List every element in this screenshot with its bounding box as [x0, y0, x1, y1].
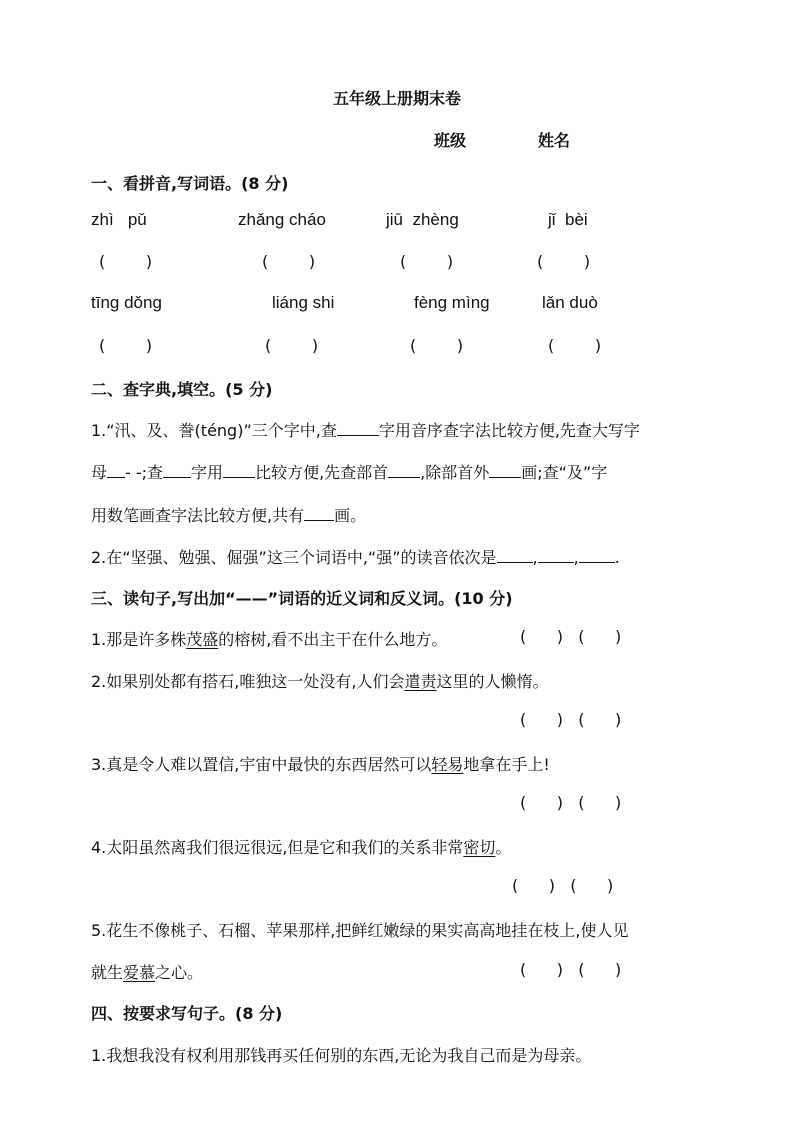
- underlined-word: 密切: [463, 838, 496, 857]
- answer-pair[interactable]: ( ) ( ): [520, 710, 622, 729]
- section4-heading: 四、按要求写句子。(8 分): [91, 1004, 283, 1023]
- fill-blank[interactable]: [337, 421, 379, 436]
- section1-heading: 一、看拼音,写词语。(8 分): [91, 174, 289, 193]
- answer-paren[interactable]: ( ): [548, 336, 602, 355]
- comma: ,: [532, 548, 538, 567]
- answer-paren[interactable]: ( ): [99, 336, 153, 355]
- s3-sentence5-line1: 5.花生不像桃子、石榴、苹果那样,把鲜红嫩绿的果实高高地挂在枝上,使人见: [91, 921, 629, 940]
- s3-sentence5-line2: [91, 960, 203, 983]
- s3-sentence4: [91, 835, 511, 858]
- fill-blank[interactable]: [388, 463, 420, 478]
- s2-q1-text: 画。: [334, 506, 367, 525]
- underlined-word: 茂盛: [186, 630, 219, 649]
- s2-q1-text: 母: [91, 463, 108, 482]
- s2-q1-line3: [91, 503, 366, 526]
- pinyin-tingdong: tīng dǒng: [91, 293, 162, 312]
- s2-q1-text: ,除部首外: [420, 463, 490, 482]
- s3-sentence2: [91, 669, 548, 692]
- answer-pair[interactable]: ( ) ( ): [520, 960, 622, 979]
- sentence-text: 1.那是许多株: [91, 630, 187, 649]
- s2-q2-text: 2.在“坚强、勉强、倔强”这三个词语中,“强”的读音依次是: [91, 548, 497, 567]
- pinyin-zhipu: zhì pǔ: [91, 210, 147, 229]
- s2-q1-text: 1.“汛、及、誊(téng)”三个字中,查: [91, 421, 337, 440]
- sentence-text: 就生: [91, 963, 124, 982]
- answer-paren[interactable]: ( ): [537, 252, 591, 271]
- s2-q1-text: 用数笔画查字法比较方便,共有: [91, 506, 305, 525]
- sentence-text: 3.真是令人难以置信,宇宙中最快的东西居然可以: [91, 755, 432, 774]
- s2-q1-text: 比较方便,先查部首: [255, 463, 389, 482]
- s2-q1-line1: [91, 418, 640, 441]
- s2-q1-text: 字用: [191, 463, 224, 482]
- pinyin-zhangchao: zhǎng cháo: [238, 210, 326, 229]
- answer-paren[interactable]: ( ): [99, 252, 153, 271]
- sentence-text: 地拿在手上!: [463, 755, 550, 774]
- period: .: [614, 548, 620, 567]
- fill-blank[interactable]: [223, 463, 255, 478]
- answer-pair[interactable]: ( ) ( ): [512, 876, 614, 895]
- answer-paren[interactable]: ( ): [410, 336, 464, 355]
- fill-blank[interactable]: [497, 548, 533, 563]
- class-label: 班级: [434, 131, 467, 150]
- section2-heading: 二、查字典,填空。(5 分): [91, 380, 273, 399]
- comma: ,: [573, 548, 579, 567]
- s2-q1-text: 字用音序查字法比较方便,先查大写字: [378, 421, 640, 440]
- sentence-text: 这里的人懒惰。: [436, 672, 549, 691]
- sentence-text: 2.如果别处都有搭石,唯独这一处没有,人们会: [91, 672, 405, 691]
- s3-sentence1: [91, 627, 447, 650]
- pinyin-fengming: fèng mìng: [414, 293, 490, 312]
- sentence-text: 。: [495, 838, 512, 857]
- fill-blank[interactable]: [304, 506, 334, 521]
- s2-q1-text: - -;查: [125, 463, 164, 482]
- s2-q2-line: [91, 545, 620, 568]
- answer-pair[interactable]: ( ) ( ): [520, 793, 622, 812]
- sentence-text: 4.太阳虽然离我们很远很远,但是它和我们的关系非常: [91, 838, 464, 857]
- answer-paren[interactable]: ( ): [262, 252, 316, 271]
- fill-blank[interactable]: [489, 463, 521, 478]
- page-title: 五年级上册期末卷: [332, 89, 461, 108]
- fill-blank[interactable]: [107, 463, 125, 478]
- s3-sentence3: [91, 752, 550, 775]
- s2-q1-line2: [91, 460, 607, 483]
- name-label: 姓名: [538, 131, 571, 150]
- sentence-text: 之心。: [155, 963, 204, 982]
- fill-blank[interactable]: [538, 548, 574, 563]
- underlined-word: 爱慕: [123, 963, 156, 982]
- answer-paren[interactable]: ( ): [400, 252, 454, 271]
- underlined-word: 轻易: [431, 755, 464, 774]
- pinyin-liangshi: liáng shi: [272, 293, 335, 312]
- pinyin-jiuzheng: jiū zhèng: [386, 210, 459, 229]
- underlined-word: 遣责: [404, 672, 437, 691]
- section3-heading: 三、读句子,写出加“——”词语的近义词和反义词。(10 分): [91, 589, 513, 608]
- s4-sentence1: 1.我想我没有权利用那钱再买任何别的东西,无论为我自己而是为母亲。: [91, 1046, 592, 1065]
- s2-q1-text: 画;查“及”字: [521, 463, 608, 482]
- sentence-text: 的榕树,看不出主干在什么地方。: [218, 630, 448, 649]
- answer-pair[interactable]: ( ) ( ): [520, 627, 622, 646]
- answer-paren[interactable]: ( ): [265, 336, 319, 355]
- fill-blank[interactable]: [579, 548, 615, 563]
- pinyin-landuo: lǎn duò: [542, 293, 598, 312]
- fill-blank[interactable]: [163, 463, 191, 478]
- pinyin-jibei: jǐ bèi: [548, 210, 588, 229]
